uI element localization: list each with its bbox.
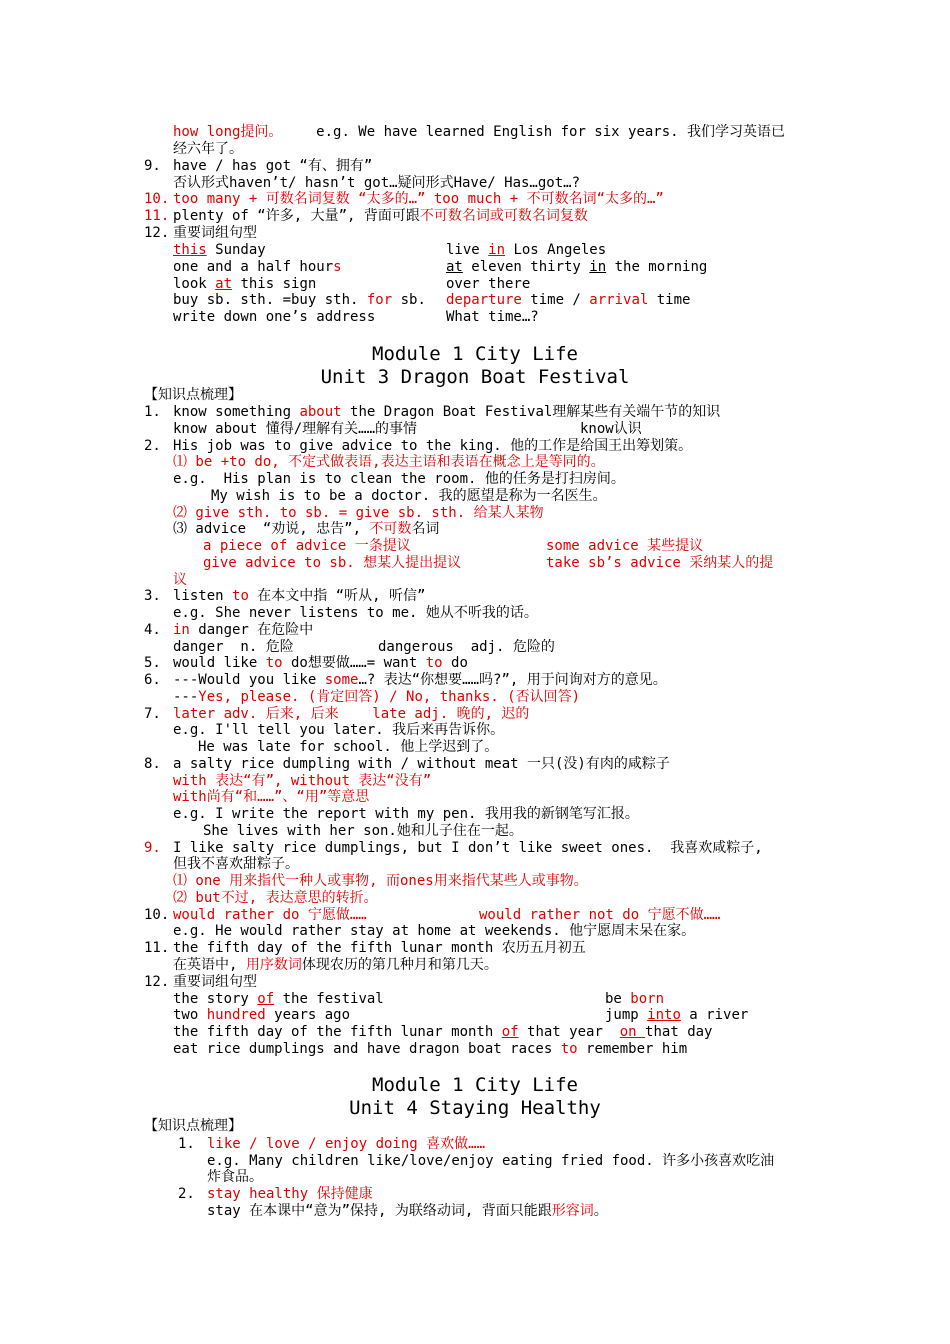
text-line: would rather not do 宁愿不做…… bbox=[479, 907, 721, 923]
phrase: one and a half hours bbox=[173, 259, 342, 275]
phrase: this Sunday bbox=[173, 242, 266, 258]
item-number: 3. bbox=[144, 588, 161, 604]
text-line: His job was to give advice to the king. 他的工作是给国王出筹划策。 bbox=[173, 438, 693, 454]
text-line: in danger 在危险中 bbox=[173, 622, 314, 638]
text-line: e.g. I'll tell you later. 我后来再告诉你。 bbox=[173, 722, 505, 738]
text-line: dangerous adj. 危险的 bbox=[378, 639, 555, 655]
text-line: a salty rice dumpling with / without meat 一只(没)有肉的咸粽子 bbox=[173, 756, 670, 772]
text-line: ---Would you like some…? 表达“你想要……吗?”, 用于问询对方的意见。 bbox=[173, 672, 667, 688]
text-line: She lives with her son.她和儿子住在一起。 bbox=[203, 823, 523, 839]
item-number: 2. bbox=[144, 438, 161, 454]
text-line: ⑴ be +to do, 不定式做表语,表达主语和表语在概念上是等同的。 bbox=[173, 454, 605, 470]
unit-title: Unit 3 Dragon Boat Festival bbox=[320, 366, 630, 388]
text-line: listen to 在本文中指 “听从, 听信” bbox=[173, 588, 426, 604]
text-line: 但我不喜欢甜粽子。 bbox=[173, 856, 299, 872]
phrase: jump into a river bbox=[605, 1007, 749, 1023]
text-line: have / has got “有、拥有” bbox=[173, 158, 373, 174]
item-number: 11. bbox=[144, 208, 170, 224]
phrase: What time…? bbox=[446, 309, 539, 325]
phrase: departure time / arrival time bbox=[446, 292, 691, 308]
item-number: 2. bbox=[178, 1186, 195, 1202]
text-line: 重要词组句型 bbox=[173, 974, 257, 990]
text-line: a piece of advice 一条提议 bbox=[203, 538, 411, 554]
item-number: 4. bbox=[144, 622, 161, 638]
phrase: two hundred years ago bbox=[173, 1007, 351, 1023]
item-number: 8. bbox=[144, 756, 161, 772]
phrase: the story of the festival bbox=[173, 991, 384, 1007]
section-heading: 【知识点梳理】 bbox=[144, 387, 242, 403]
text-line: plenty of “许多, 大量”, 背面可跟不可数名词或可数名词复数 bbox=[173, 208, 588, 224]
text-line: give advice to sb. 想某人提出提议 bbox=[203, 555, 462, 571]
item-number: 1. bbox=[178, 1136, 195, 1152]
text-line: 炸食品。 bbox=[207, 1169, 263, 1185]
item-number: 12. bbox=[144, 974, 170, 990]
phrase: live in Los Angeles bbox=[446, 242, 607, 258]
text-line: with尚有“和……”、“用”等意思 bbox=[173, 789, 370, 805]
module-title: Module 1 City Life bbox=[372, 343, 578, 365]
text-line: 在英语中, 用序数词体现农历的第几种月和第几天。 bbox=[173, 957, 498, 973]
module-title: Module 1 City Life bbox=[372, 1074, 578, 1096]
phrase: be born bbox=[605, 991, 665, 1007]
phrase: at eleven thirty in the morning bbox=[446, 259, 708, 275]
text-line: like / love / enjoy doing 喜欢做…… bbox=[207, 1136, 486, 1152]
text-line: e.g. His plan is to clean the room. 他的任务是打扫房间。 bbox=[173, 471, 625, 487]
text-line: 否认形式haven’t/ hasn’t got…疑问形式Have/ Has…got…? bbox=[173, 175, 581, 191]
text-line: with 表达“有”, without 表达“没有” bbox=[173, 773, 432, 789]
phrase: look at this sign bbox=[173, 276, 317, 292]
text-line: He was late for school. 他上学迟到了。 bbox=[198, 739, 499, 755]
text-line: ⑵ give sth. to sb. = give sb. sth. 给某人某物 bbox=[173, 505, 544, 521]
text-line: 重要词组句型 bbox=[173, 225, 257, 241]
text-line: stay healthy 保持健康 bbox=[207, 1186, 373, 1202]
text-line: e.g. She never listens to me. 她从不听我的话。 bbox=[173, 605, 538, 621]
text-line: I like salty rice dumplings, but I don’t like sweet ones. 我喜欢咸粽子, bbox=[173, 840, 763, 856]
text-line: 议 bbox=[173, 572, 187, 588]
text-line: some advice 某些提议 bbox=[546, 538, 704, 554]
text-line: would like to do想要做……= want to do bbox=[173, 655, 468, 671]
text-line: My wish is to be a doctor. 我的愿望是称为一名医生。 bbox=[211, 488, 607, 504]
text-line: later adv. 后来, 后来 late adj. 晚的, 迟的 bbox=[173, 706, 530, 722]
text-line: would rather do 宁愿做…… bbox=[173, 907, 367, 923]
phrase: the fifth day of the fifth lunar month of that year on that day bbox=[173, 1024, 713, 1040]
text-line: know something about the Dragon Boat Festival理解某些有关端午节的知识 bbox=[173, 404, 721, 420]
item-number: 11. bbox=[144, 940, 170, 956]
item-number: 9. bbox=[144, 840, 161, 856]
phrase: eat rice dumplings and have dragon boat races to remember him bbox=[173, 1041, 688, 1057]
text-line: ⑵ but不过, 表达意思的转折。 bbox=[173, 890, 378, 906]
unit-title: Unit 4 Staying Healthy bbox=[349, 1097, 601, 1119]
item-number: 10. bbox=[144, 191, 170, 207]
phrase: over there bbox=[446, 276, 531, 292]
text-line: danger n. 危险 bbox=[173, 639, 294, 655]
text-line: e.g. He would rather stay at home at weekends. 他宁愿周末呆在家。 bbox=[173, 923, 696, 939]
item-number: 9. bbox=[144, 158, 161, 174]
text-line: how long提问。 e.g. We have learned English for six years. 我们学习英语已 bbox=[173, 124, 786, 140]
text-line: stay 在本课中“意为”保持, 为联络动词, 背面只能跟形容词。 bbox=[207, 1203, 608, 1219]
item-number: 6. bbox=[144, 672, 161, 688]
phrase: write down one’s address bbox=[173, 309, 376, 325]
item-number: 5. bbox=[144, 655, 161, 671]
item-number: 1. bbox=[144, 404, 161, 420]
text-line: take sb’s advice 采纳某人的提 bbox=[546, 555, 774, 571]
section-heading: 【知识点梳理】 bbox=[144, 1118, 242, 1134]
item-number: 10. bbox=[144, 907, 170, 923]
item-number: 7. bbox=[144, 706, 161, 722]
text-line: e.g. Many children like/love/enjoy eating fried food. 许多小孩喜欢吃油 bbox=[207, 1153, 775, 1169]
text-line: ⑴ one 用来指代一种人或事物, 而ones用来指代某些人或事物。 bbox=[173, 873, 588, 889]
text-line: 经六年了。 bbox=[173, 141, 243, 157]
text-line: know about 懂得/理解有关……的事情 bbox=[173, 421, 418, 437]
text-line: e.g. I write the report with my pen. 我用我的新钢笔写汇报。 bbox=[173, 806, 639, 822]
text-line: too many + 可数名词复数 “太多的…” too much + 不可数名词“太多的…” bbox=[173, 191, 664, 207]
item-number: 12. bbox=[144, 225, 170, 241]
phrase: buy sb. sth. =buy sth. for sb. bbox=[173, 292, 426, 308]
text-line: ⑶ advice “劝说, 忠告”, 不可数名词 bbox=[173, 521, 440, 537]
text-line: ---Yes, please. (肯定回答) / No, thanks. (否认回答) bbox=[173, 689, 581, 705]
text-line: know认识 bbox=[580, 421, 642, 437]
text-line: the fifth day of the fifth lunar month 农历五月初五 bbox=[173, 940, 586, 956]
